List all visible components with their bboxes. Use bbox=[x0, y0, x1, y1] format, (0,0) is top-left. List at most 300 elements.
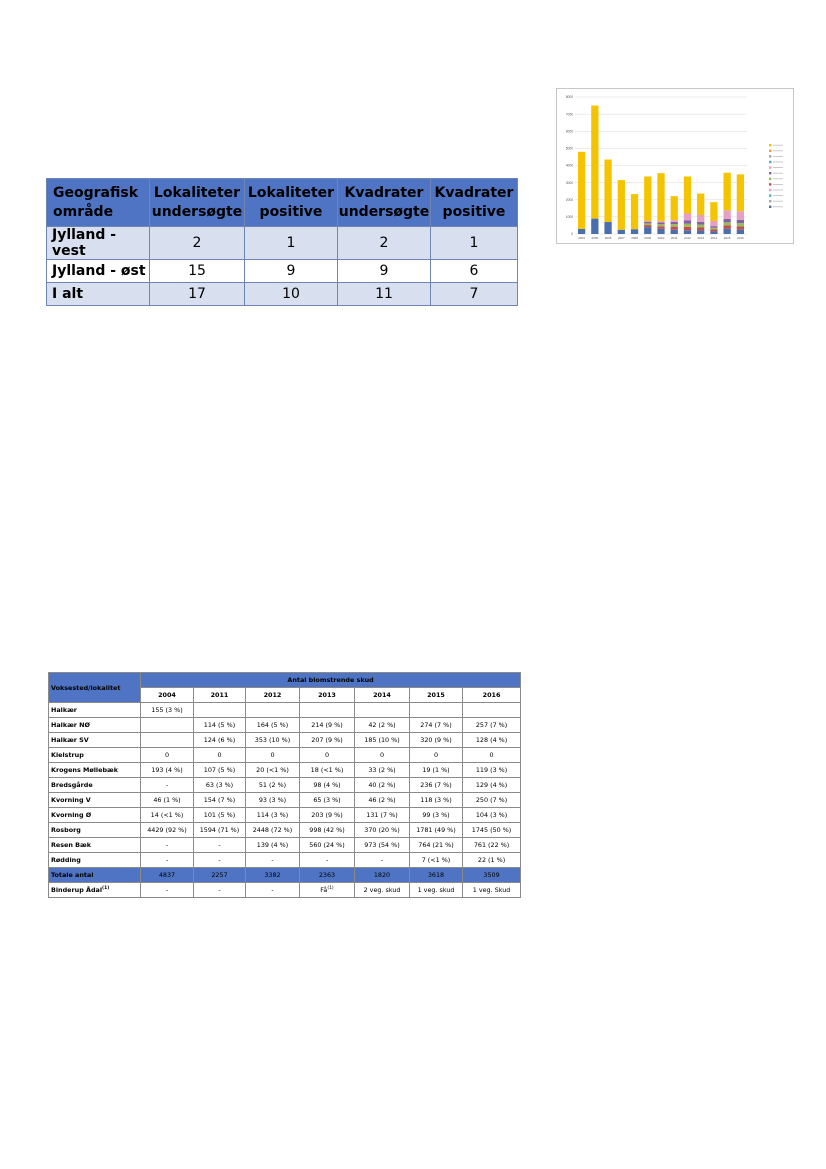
cell bbox=[410, 823, 463, 838]
row-label-text: Halkær NØ bbox=[51, 721, 90, 729]
cell-value: 274 (7 %) bbox=[420, 721, 452, 729]
cell-value: 0 bbox=[379, 751, 385, 759]
cell bbox=[355, 868, 410, 883]
cell-value: 33 (2 %) bbox=[368, 766, 396, 774]
cell-value: - bbox=[218, 856, 221, 864]
row-label-text: Kvorning V bbox=[51, 796, 91, 804]
cell-value: 154 (7 %) bbox=[203, 796, 236, 804]
bar-segment bbox=[710, 229, 717, 231]
cell bbox=[410, 718, 463, 733]
col-header-sq-positive bbox=[431, 179, 518, 227]
cell: 10 bbox=[245, 283, 338, 306]
cell bbox=[410, 763, 463, 778]
cell bbox=[194, 763, 246, 778]
x-tick-label: 2014 bbox=[710, 236, 718, 240]
table-row bbox=[47, 227, 518, 260]
header-line: Lokaliteter bbox=[153, 184, 241, 201]
bar-segment bbox=[710, 231, 717, 234]
cell bbox=[410, 733, 463, 748]
cell-value: - bbox=[325, 856, 329, 864]
cell bbox=[246, 718, 300, 733]
table-header-row bbox=[47, 179, 518, 227]
cell bbox=[300, 718, 355, 733]
cell-value: 185 (10 %) bbox=[364, 736, 400, 744]
cell-value: 65 (3 %) bbox=[313, 796, 341, 804]
bar-segment bbox=[644, 227, 651, 234]
year-header: 2004 bbox=[141, 688, 194, 703]
cell bbox=[463, 778, 521, 793]
cell-value: 1781 (49 %) bbox=[416, 826, 456, 834]
cell bbox=[194, 703, 246, 718]
cell bbox=[300, 763, 355, 778]
cell bbox=[246, 733, 300, 748]
cell-value: 4429 (92 %) bbox=[147, 826, 187, 834]
cell-value: 119 (3 %) bbox=[475, 766, 508, 774]
cell bbox=[410, 868, 463, 883]
cell-value: 98 (4 %) bbox=[313, 781, 341, 789]
header-line: Lokaliteter bbox=[247, 184, 335, 201]
bar-segment bbox=[657, 221, 664, 222]
cell: 15 bbox=[150, 260, 245, 283]
cell-value: 3509 bbox=[483, 871, 500, 879]
row-label-text: Kvorning Ø bbox=[51, 811, 92, 819]
cell bbox=[246, 808, 300, 823]
row-label-text: Totale antal bbox=[51, 871, 94, 879]
bar-segment bbox=[724, 225, 731, 228]
bar-segment bbox=[671, 227, 678, 230]
cell bbox=[355, 808, 410, 823]
cell bbox=[463, 703, 521, 718]
cell-value: 7 (<1 %) bbox=[421, 856, 451, 864]
cell-value: - bbox=[271, 886, 274, 894]
cell bbox=[410, 853, 463, 868]
row-label bbox=[49, 763, 141, 778]
bar-segment bbox=[604, 222, 611, 234]
cell bbox=[300, 733, 355, 748]
cell-value: 193 (4 %) bbox=[151, 766, 183, 774]
row-label-text: Rødding bbox=[51, 856, 81, 864]
cell-value: - bbox=[165, 781, 169, 789]
bar-segment bbox=[644, 222, 651, 223]
row-label bbox=[49, 748, 141, 763]
cell bbox=[141, 853, 194, 868]
bar-segment bbox=[657, 224, 664, 226]
cell: 17 bbox=[150, 283, 245, 306]
col-header-loc-examined bbox=[150, 179, 245, 227]
year-header: 2014 bbox=[355, 688, 410, 703]
cell-value: 99 (3 %) bbox=[422, 811, 450, 819]
x-tick-label: 2007 bbox=[617, 236, 625, 240]
cell-value: 250 (7 %) bbox=[475, 796, 508, 804]
bar-segment bbox=[724, 219, 731, 222]
cell-value: 22 (1 %) bbox=[477, 856, 506, 864]
cell-value: 214 (9 %) bbox=[311, 721, 343, 729]
cell bbox=[246, 883, 300, 898]
table-row bbox=[49, 763, 521, 778]
cell-value: 998 (42 %) bbox=[309, 826, 345, 834]
col-header-area bbox=[47, 179, 150, 227]
cell bbox=[410, 883, 463, 898]
cell: 2 bbox=[150, 227, 245, 260]
cell bbox=[194, 793, 246, 808]
bar-segment bbox=[697, 194, 704, 215]
cell-value: 164 (5 %) bbox=[256, 721, 289, 729]
bar-segment bbox=[684, 224, 691, 227]
cell bbox=[194, 778, 246, 793]
cell bbox=[300, 778, 355, 793]
cell-value: 63 (3 %) bbox=[205, 781, 234, 789]
cell-value: 1745 (50 %) bbox=[471, 826, 512, 834]
cell-value: 1820 bbox=[373, 871, 391, 879]
cell-value: 46 (2 %) bbox=[368, 796, 396, 804]
cell-value: 2257 bbox=[211, 871, 228, 879]
cell-value: 4837 bbox=[158, 871, 176, 879]
cell bbox=[355, 838, 410, 853]
cell-value: 0 bbox=[164, 751, 170, 759]
header-line: Kvadrater bbox=[344, 184, 424, 201]
cell-value: 19 (1 %) bbox=[422, 766, 450, 774]
legend-swatch bbox=[769, 206, 771, 208]
table-row bbox=[47, 283, 518, 306]
row-label bbox=[49, 778, 141, 793]
cell: 1 bbox=[245, 227, 338, 260]
legend-swatch bbox=[769, 155, 771, 157]
year-header: 2012 bbox=[246, 688, 300, 703]
cell bbox=[300, 883, 355, 898]
cell bbox=[355, 883, 410, 898]
row-label-text: Kielstrup bbox=[51, 751, 84, 759]
cell-value: 761 (22 %) bbox=[473, 841, 510, 849]
legend-swatch bbox=[769, 200, 771, 202]
cell-value: 0 bbox=[270, 751, 275, 759]
cell bbox=[246, 778, 300, 793]
cell-value: 101 (5 %) bbox=[203, 811, 236, 819]
cell-value: 320 (9 %) bbox=[420, 736, 452, 744]
flowering-shoots-table bbox=[48, 672, 521, 898]
bar-segment bbox=[631, 194, 638, 229]
header-line: Geografisk bbox=[53, 184, 138, 201]
cell bbox=[463, 718, 521, 733]
cell bbox=[194, 868, 246, 883]
bar-segment bbox=[737, 223, 744, 226]
legend-swatch bbox=[769, 166, 771, 168]
table-row bbox=[47, 260, 518, 283]
cell bbox=[194, 883, 246, 898]
footnote-marker: (1) bbox=[327, 885, 334, 891]
cell-value: 139 (4 %) bbox=[256, 841, 289, 849]
bar-segment bbox=[644, 223, 651, 225]
legend-swatch bbox=[769, 144, 771, 146]
cell bbox=[410, 748, 463, 763]
table-row bbox=[49, 823, 521, 838]
bar-segment bbox=[697, 227, 704, 230]
header-line: positive bbox=[259, 203, 323, 220]
legend-swatch bbox=[769, 161, 771, 163]
row-label: Jylland - øst bbox=[47, 260, 150, 283]
table-row bbox=[49, 808, 521, 823]
cell-value: 2363 bbox=[318, 871, 336, 879]
cell-value: 107 (5 %) bbox=[203, 766, 236, 774]
bar-segment bbox=[671, 196, 678, 220]
cell-value: 93 (3 %) bbox=[258, 796, 287, 804]
cell-value: 18 (<1 %) bbox=[310, 766, 344, 774]
bar-segment bbox=[591, 219, 598, 234]
cell bbox=[463, 808, 521, 823]
row-label bbox=[49, 718, 141, 733]
legend-swatch bbox=[769, 194, 771, 196]
cell bbox=[141, 823, 194, 838]
legend-swatch bbox=[769, 178, 771, 180]
y-tick-label: 2000 bbox=[565, 197, 573, 202]
cell bbox=[355, 763, 410, 778]
cell bbox=[194, 733, 246, 748]
cell bbox=[141, 733, 194, 748]
y-tick-label: 6000 bbox=[565, 129, 573, 134]
y-tick-label: 8000 bbox=[565, 95, 573, 100]
table-row bbox=[49, 703, 521, 718]
bar-segment bbox=[644, 221, 651, 222]
cell: 11 bbox=[338, 283, 431, 306]
y-tick-label: 7000 bbox=[565, 112, 573, 117]
bar-segment bbox=[644, 225, 651, 227]
bar-segment bbox=[697, 231, 704, 234]
cell bbox=[463, 733, 521, 748]
cell-value: 203 (9 %) bbox=[311, 811, 343, 819]
cell bbox=[141, 778, 194, 793]
cell-value: 0 bbox=[489, 751, 494, 759]
bar-segment bbox=[644, 176, 651, 221]
cell bbox=[355, 853, 410, 868]
x-tick-label: 2011 bbox=[671, 236, 678, 240]
cell bbox=[410, 703, 463, 718]
bar-segment bbox=[578, 229, 585, 234]
cell bbox=[463, 823, 521, 838]
bar-segment bbox=[697, 225, 704, 228]
cell bbox=[141, 763, 194, 778]
y-tick-label: 4000 bbox=[565, 163, 573, 168]
cell-value: 257 (7 %) bbox=[475, 721, 508, 729]
bar-segment bbox=[684, 176, 691, 213]
cell bbox=[463, 748, 521, 763]
cell-value: 370 (20 %) bbox=[364, 826, 400, 834]
cell-value: 40 (2 %) bbox=[368, 781, 396, 789]
header-line: område bbox=[53, 203, 114, 220]
bar-segment bbox=[710, 226, 717, 228]
bar-segment bbox=[604, 160, 611, 223]
header-line: Kvadrater bbox=[434, 184, 514, 201]
row-label: I alt bbox=[47, 283, 150, 306]
cell bbox=[194, 748, 246, 763]
bar-segment bbox=[737, 230, 744, 234]
cell-value: 51 (2 %) bbox=[258, 781, 287, 789]
cell-value: 114 (5 %) bbox=[203, 721, 236, 729]
cell-value: 1 veg. skud bbox=[417, 886, 455, 894]
cell-value: 3618 bbox=[427, 871, 445, 879]
cell bbox=[355, 718, 410, 733]
header-line: undersøgte bbox=[338, 203, 430, 220]
x-tick-label: 2013 bbox=[697, 236, 705, 240]
col-header-locality: Voksested/lokalitet bbox=[49, 673, 141, 703]
cell: 9 bbox=[245, 260, 338, 283]
cell-value: 128 (4 %) bbox=[475, 736, 508, 744]
bar-segment bbox=[657, 226, 664, 229]
y-tick-label: 5000 bbox=[565, 146, 573, 151]
cell-value: 0 bbox=[324, 751, 330, 759]
cell bbox=[463, 868, 521, 883]
cell-value: 0 bbox=[433, 751, 439, 759]
cell-value: 764 (21 %) bbox=[418, 841, 454, 849]
cell-value: - bbox=[218, 886, 221, 894]
cell bbox=[300, 808, 355, 823]
locality-summary-table bbox=[46, 178, 518, 306]
footnote-marker: (1) bbox=[102, 885, 110, 891]
bar-segment bbox=[684, 220, 691, 223]
cell bbox=[355, 778, 410, 793]
col-header-sq-examined bbox=[338, 179, 431, 227]
row-label bbox=[49, 823, 141, 838]
row-label bbox=[49, 868, 141, 883]
cell bbox=[141, 703, 194, 718]
cell bbox=[141, 793, 194, 808]
x-tick-label: 2010 bbox=[657, 236, 665, 240]
cell bbox=[194, 808, 246, 823]
bar-segment bbox=[631, 229, 638, 234]
cell-value: - bbox=[271, 856, 274, 864]
legend-swatch bbox=[769, 172, 771, 174]
bar-segment bbox=[697, 215, 704, 222]
year-header: 2013 bbox=[300, 688, 355, 703]
row-label-text: Halkær SV bbox=[51, 736, 89, 744]
cell-value: 46 (1 %) bbox=[153, 796, 181, 804]
cell bbox=[141, 883, 194, 898]
bar-segment bbox=[737, 226, 744, 229]
cell bbox=[194, 853, 246, 868]
cell bbox=[141, 808, 194, 823]
cell bbox=[246, 853, 300, 868]
cell bbox=[246, 868, 300, 883]
row-label-text: Bredsgårde bbox=[51, 781, 93, 789]
cell-value: 118 (3 %) bbox=[420, 796, 452, 804]
cell bbox=[355, 793, 410, 808]
cell-value: 42 (2 %) bbox=[368, 721, 396, 729]
bar-segment bbox=[657, 229, 664, 234]
cell-value: 2448 (72 %) bbox=[252, 826, 293, 834]
row-label-text: Halkær bbox=[51, 706, 77, 714]
cell-value: 14 (<1 %) bbox=[150, 811, 184, 819]
cell bbox=[300, 853, 355, 868]
x-tick-label: 2006 bbox=[604, 236, 612, 240]
cell-value: 104 (3 %) bbox=[475, 811, 508, 819]
cell-value: 560 (24 %) bbox=[309, 841, 345, 849]
cell bbox=[463, 853, 521, 868]
cell-value: 207 (9 %) bbox=[311, 736, 343, 744]
cell bbox=[300, 823, 355, 838]
year-header: 2016 bbox=[463, 688, 521, 703]
cell-value: - bbox=[380, 856, 384, 864]
cell-value: 155 (3 %) bbox=[151, 706, 183, 714]
y-tick-label: 3000 bbox=[565, 180, 573, 185]
cell bbox=[300, 838, 355, 853]
cell bbox=[246, 748, 300, 763]
cell bbox=[246, 703, 300, 718]
row-label bbox=[49, 853, 141, 868]
cell bbox=[194, 823, 246, 838]
year-header: 2011 bbox=[194, 688, 246, 703]
cell bbox=[355, 823, 410, 838]
cell bbox=[463, 763, 521, 778]
bar-segment bbox=[724, 173, 731, 211]
cell bbox=[141, 718, 194, 733]
row-label-text: Krogens Møllebæk bbox=[51, 766, 118, 774]
cell bbox=[300, 793, 355, 808]
header-line: undersøgte bbox=[151, 203, 243, 220]
cell: 2 bbox=[338, 227, 431, 260]
bar-segment bbox=[684, 230, 691, 234]
bar-segment bbox=[671, 220, 678, 222]
cell-value: 114 (3 %) bbox=[256, 811, 289, 819]
chart-canvas bbox=[557, 89, 793, 243]
bar-segment bbox=[737, 174, 744, 211]
bar-segment bbox=[724, 229, 731, 234]
cell-value: 2 veg. skud bbox=[363, 886, 401, 894]
table-row bbox=[49, 718, 521, 733]
x-tick-label: 2009 bbox=[644, 236, 652, 240]
table-row bbox=[49, 883, 521, 898]
bar-segment bbox=[724, 222, 731, 225]
legend-swatch bbox=[769, 183, 771, 185]
cell bbox=[194, 838, 246, 853]
bar-segment bbox=[710, 221, 717, 226]
col-header-loc-positive bbox=[245, 179, 338, 227]
col-header-group: Antal blomstrende skud bbox=[141, 673, 521, 688]
row-label: Jylland - vest bbox=[47, 227, 150, 260]
cell-value: 3382 bbox=[264, 871, 281, 879]
row-label bbox=[49, 808, 141, 823]
cell bbox=[410, 778, 463, 793]
cell bbox=[141, 868, 194, 883]
row-label bbox=[49, 793, 141, 808]
bar-segment bbox=[671, 224, 678, 227]
table-row bbox=[49, 778, 521, 793]
cell bbox=[246, 838, 300, 853]
cell-value: 236 (7 %) bbox=[420, 781, 452, 789]
cell: 7 bbox=[431, 283, 518, 306]
cell bbox=[410, 808, 463, 823]
bar-segment bbox=[657, 223, 664, 225]
cell-value: 0 bbox=[217, 751, 222, 759]
cell bbox=[410, 793, 463, 808]
cell-value: 1594 (71 %) bbox=[199, 826, 240, 834]
x-tick-label: 2012 bbox=[684, 236, 691, 240]
x-tick-label: 2008 bbox=[631, 236, 638, 240]
row-label bbox=[49, 883, 141, 898]
x-tick-label: 2016 bbox=[737, 236, 744, 240]
cell-value: - bbox=[218, 841, 221, 849]
table-row bbox=[49, 838, 521, 853]
cell-value: - bbox=[165, 856, 169, 864]
header-line: positive bbox=[442, 203, 506, 220]
bar-segment bbox=[737, 220, 744, 223]
cell-value: - bbox=[165, 841, 169, 849]
table-row bbox=[49, 748, 521, 763]
legend-swatch bbox=[769, 189, 771, 191]
cell bbox=[300, 748, 355, 763]
table-row bbox=[49, 853, 521, 868]
cell: 6 bbox=[431, 260, 518, 283]
cell bbox=[463, 793, 521, 808]
cell bbox=[300, 868, 355, 883]
bar-segment bbox=[578, 152, 585, 229]
